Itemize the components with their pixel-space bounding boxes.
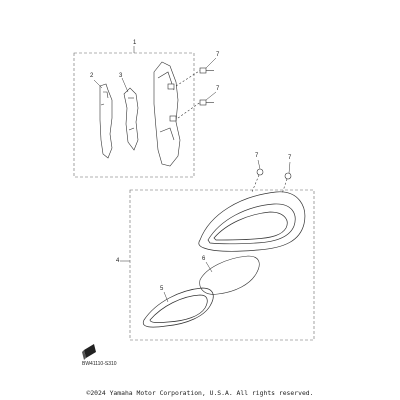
leader-line-3 — [122, 78, 128, 92]
leader-line-7c — [258, 160, 260, 169]
callout-6: 6 — [202, 256, 206, 262]
screw-7-lower-b — [282, 173, 291, 194]
callout-2: 2 — [90, 73, 94, 79]
part-1-cover — [154, 62, 180, 166]
screw-7-lower-a — [252, 169, 263, 192]
screw-7-upper-a — [176, 68, 214, 86]
leader-line-7a — [206, 58, 216, 68]
callout-7d: 7 — [288, 155, 292, 161]
diagram-code: BW41110-S310 — [82, 361, 117, 367]
part-6-sheet — [200, 256, 260, 294]
group-box-4 — [130, 190, 314, 340]
copyright-notice: ©2024 Yamaha Motor Corporation, U.S.A. All rights reserved. — [86, 389, 314, 397]
part-3-panel — [124, 88, 138, 150]
callout-5: 5 — [160, 286, 164, 292]
callout-7a: 7 — [216, 52, 220, 58]
leader-line-6 — [206, 262, 212, 272]
callout-3: 3 — [119, 73, 123, 79]
callout-4: 4 — [116, 258, 120, 264]
part-2-panel — [100, 84, 112, 158]
part-4-oval-cover — [199, 192, 305, 251]
part-5-plate — [143, 288, 213, 327]
front-arrow-icon — [82, 344, 96, 360]
leader-line-7b — [206, 92, 216, 100]
callout-7c: 7 — [255, 153, 259, 159]
callout-7b: 7 — [216, 86, 220, 92]
callout-1: 1 — [133, 40, 137, 46]
leader-line-7d — [289, 162, 290, 173]
screw-7-upper-b — [178, 100, 214, 118]
leader-line-2 — [94, 80, 102, 88]
